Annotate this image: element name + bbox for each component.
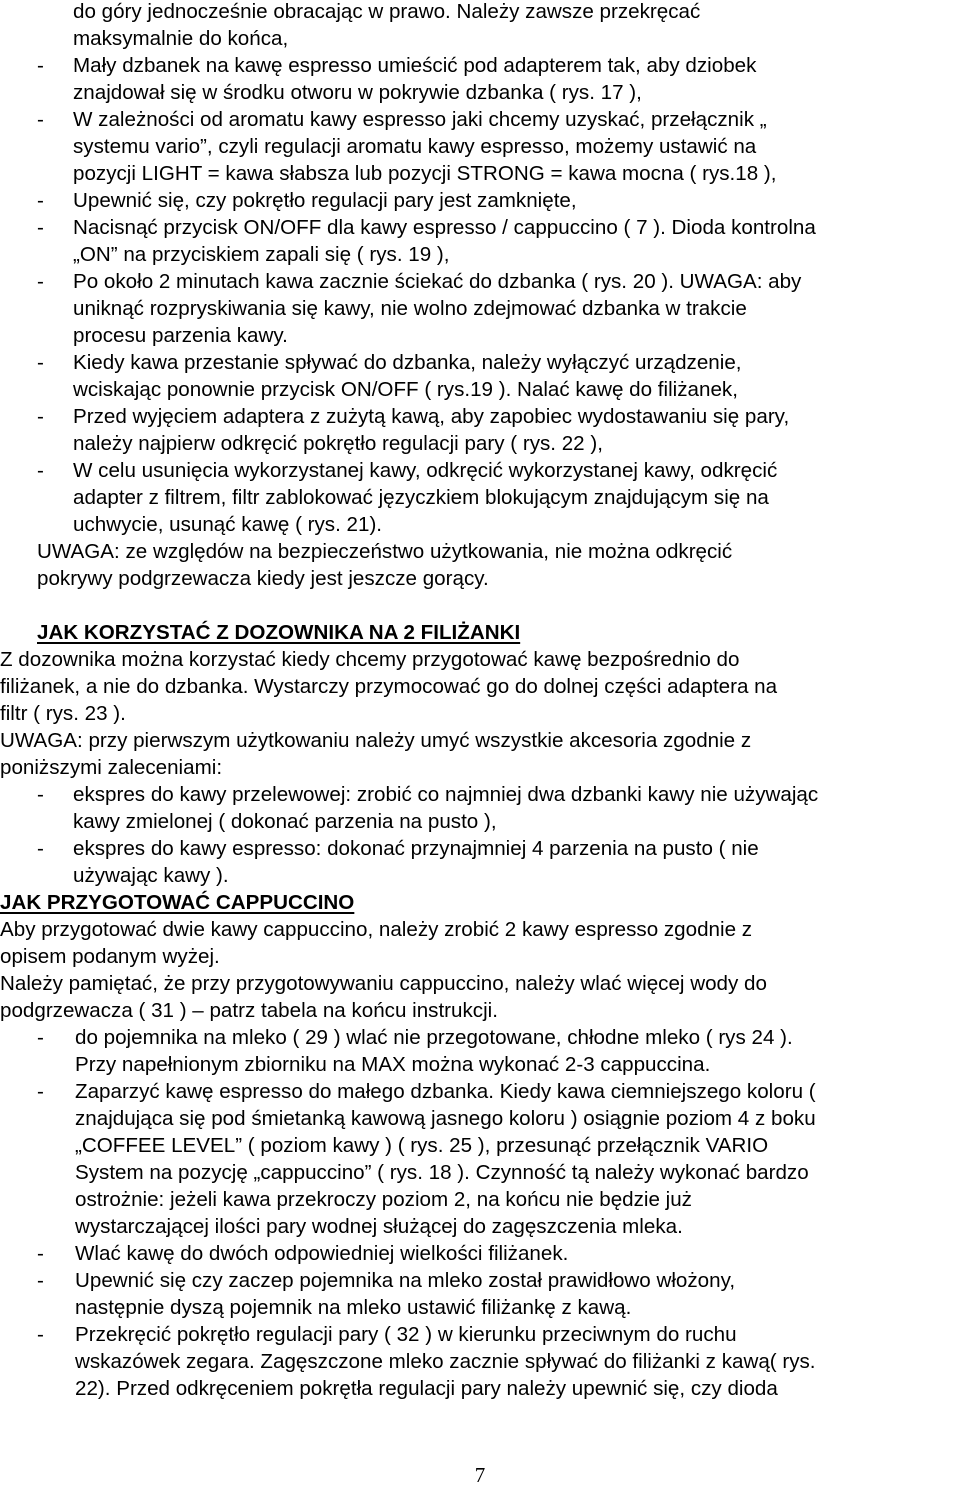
list-item-text: Nacisnąć przycisk ON/OFF dla kawy espresso / cappuccino ( 7 ). Dioda kontrolna (73, 216, 816, 239)
list-dash: - (37, 1269, 44, 1292)
list-item (0, 1024, 960, 1051)
list-dash: - (37, 270, 44, 293)
text-line: następnie dyszą pojemnik na mleko ustawić filiżankę z kawą. (75, 1296, 632, 1319)
list-item-text: Przekręcić pokrętło regulacji pary ( 32 ) w kierunku przeciwnym do ruchu (75, 1323, 737, 1346)
text-line: filtr ( rys. 23 ). (0, 702, 126, 725)
text-line: Aby przygotować dwie kawy cappuccino, należy zrobić 2 kawy espresso zgodnie z (0, 918, 753, 941)
list-dash: - (37, 54, 44, 77)
page-number: 7 (474, 1463, 486, 1487)
text-line: wskazówek zegara. Zagęszczone mleko zacznie spływać do filiżanki z kawą( rys. (75, 1350, 816, 1373)
text-line: wciskając ponownie przycisk ON/OFF ( rys.19 ). Nalać kawę do filiżanek, (73, 378, 738, 401)
text-line: Przy napełnionym zbiorniku na MAX można wykonać 2-3 cappuccina. (75, 1053, 711, 1076)
instructions-espresso-section (0, 0, 960, 592)
list-item-text: Upewnić się czy zaczep pojemnika na mleko został prawidłowo włożony, (75, 1269, 736, 1292)
cappuccino-section (0, 916, 960, 1402)
list-item-text: Mały dzbanek na kawę espresso umieścić pod adapterem tak, aby dziobek (73, 54, 757, 77)
list-item-text: Kiedy kawa przestanie spływać do dzbanka, należy wyłączyć urządzenie, (73, 351, 742, 374)
list-item (0, 457, 960, 484)
list-item-text: do pojemnika na mleko ( 29 ) wlać nie przegotowane, chłodne mleko ( rys 24 ). (75, 1026, 793, 1049)
section-heading-dispenser: JAK KORZYSTAĆ Z DOZOWNIKA NA 2 FILIŻANKI (37, 621, 521, 644)
list-dash: - (37, 1323, 44, 1346)
text-line: systemu vario”, czyli regulacji aromatu kawy espresso, możemy ustawić na (73, 135, 757, 158)
list-item-text: Zaparzyć kawę espresso do małego dzbanka. Kiedy kawa ciemniejszego koloru ( (75, 1080, 816, 1103)
list-item-text: Po około 2 minutach kawa zacznie ściekać do dzbanka ( rys. 20 ). UWAGA: aby (73, 270, 802, 293)
text-line: używając kawy ). (73, 864, 229, 887)
text-line: UWAGA: przy pierwszym użytkowaniu należy umyć wszystkie akcesoria zgodnie z (0, 729, 752, 752)
list-dash: - (37, 1242, 44, 1265)
text-line: uniknąć rozpryskiwania się kawy, nie wolno zdejmować dzbanka w trakcie (73, 297, 747, 320)
text-line: „ON” na przyciskiem zapali się ( rys. 19 ), (73, 243, 450, 266)
list-item-text: Przed wyjęciem adaptera z zużytą kawą, aby zapobiec wydostawaniu się pary, (73, 405, 790, 428)
text-line: należy najpierw odkręcić pokrętło regulacji pary ( rys. 22 ), (73, 432, 603, 455)
text-line: ostrożnie: jeżeli kawa przekroczy poziom 2, na końcu nie będzie już (75, 1188, 692, 1211)
text-line: pokrywy podgrzewacza kiedy jest jeszcze gorący. (37, 567, 489, 590)
dispenser-section (0, 646, 960, 889)
list-dash: - (37, 405, 44, 428)
text-line: do góry jednocześnie obracając w prawo. Należy zawsze przekręcać (73, 0, 701, 23)
text-line: System na pozycję „cappuccino” ( rys. 18 ). Czynność tą należy wykonać bardzo (75, 1161, 809, 1184)
list-item (0, 1267, 960, 1294)
text-line: filiżanek, a nie do dzbanka. Wystarczy przymocować go do dolnej części adaptera na (0, 675, 778, 698)
list-item (0, 1078, 960, 1105)
list-item-text: Upewnić się, czy pokrętło regulacji pary jest zamknięte, (73, 189, 577, 212)
text-line: kawy zmielonej ( dokonać parzenia na pusto ), (73, 810, 497, 833)
list-item (0, 1321, 960, 1348)
text-line: znajdująca się pod śmietanką kawową jasnego koloru ) osiągnie poziom 4 z boku (75, 1107, 816, 1130)
text-line: UWAGA: ze względów na bezpieczeństwo użytkowania, nie można odkręcić (37, 540, 733, 563)
list-dash: - (37, 459, 44, 482)
spacer (0, 592, 960, 613)
list-dash: - (37, 351, 44, 374)
list-item-text: ekspres do kawy espresso: dokonać przynajmniej 4 parzenia na pusto ( nie (73, 837, 759, 860)
list-item (0, 349, 960, 376)
list-dash: - (37, 783, 44, 806)
list-item (0, 214, 960, 241)
text-line: podgrzewacza ( 31 ) – patrz tabela na końcu instrukcji. (0, 999, 498, 1022)
text-line: procesu parzenia kawy. (73, 324, 288, 347)
list-dash: - (37, 216, 44, 239)
list-dash: - (37, 837, 44, 860)
list-item (0, 781, 960, 808)
list-dash: - (37, 1026, 44, 1049)
text-line: Należy pamiętać, że przy przygotowywaniu cappuccino, należy wlać więcej wody do (0, 972, 767, 995)
text-line: Z dozownika można korzystać kiedy chcemy przygotować kawę bezpośrednio do (0, 648, 740, 671)
list-dash: - (37, 189, 44, 212)
list-item (0, 187, 960, 214)
list-item-text: W celu usunięcia wykorzystanej kawy, odkręcić wykorzystanej kawy, odkręcić (73, 459, 778, 482)
text-line: poniższymi zaleceniami: (0, 756, 223, 779)
list-item (0, 52, 960, 79)
section-heading-cappuccino: JAK PRZYGOTOWAĆ CAPPUCCINO (0, 891, 355, 914)
list-item (0, 268, 960, 295)
text-line: pozycji LIGHT = kawa słabsza lub pozycji STRONG = kawa mocna ( rys.18 ), (73, 162, 777, 185)
text-line: uchwycie, usunąć kawę ( rys. 21). (73, 513, 383, 536)
list-dash: - (37, 108, 44, 131)
list-item (0, 835, 960, 862)
text-line: „COFFEE LEVEL” ( poziom kawy ) ( rys. 25 ), przesunąć przełącznik VARIO (75, 1134, 769, 1157)
list-item (0, 1240, 960, 1267)
list-dash: - (37, 1080, 44, 1103)
text-line: adapter z filtrem, filtr zablokować języczkiem blokującym znajdującym się na (73, 486, 769, 509)
text-line: wystarczającej ilości pary wodnej służącej do zagęszczenia mleka. (75, 1215, 683, 1238)
list-item (0, 106, 960, 133)
text-line: 22). Przed odkręceniem pokrętła regulacji pary należy upewnić się, czy dioda (75, 1377, 778, 1400)
list-item (0, 403, 960, 430)
list-item-text: ekspres do kawy przelewowej: zrobić co najmniej dwa dzbanki kawy nie używając (73, 783, 819, 806)
list-item-text: W zależności od aromatu kawy espresso jaki chcemy uzyskać, przełącznik „ (73, 108, 767, 131)
list-item-text: Wlać kawę do dwóch odpowiedniej wielkości filiżanek. (75, 1242, 569, 1265)
text-line: maksymalnie do końca, (73, 27, 289, 50)
text-line: znajdował się w środku otworu w pokrywie dzbanka ( rys. 17 ), (73, 81, 642, 104)
text-line: opisem podanym wyżej. (0, 945, 220, 968)
